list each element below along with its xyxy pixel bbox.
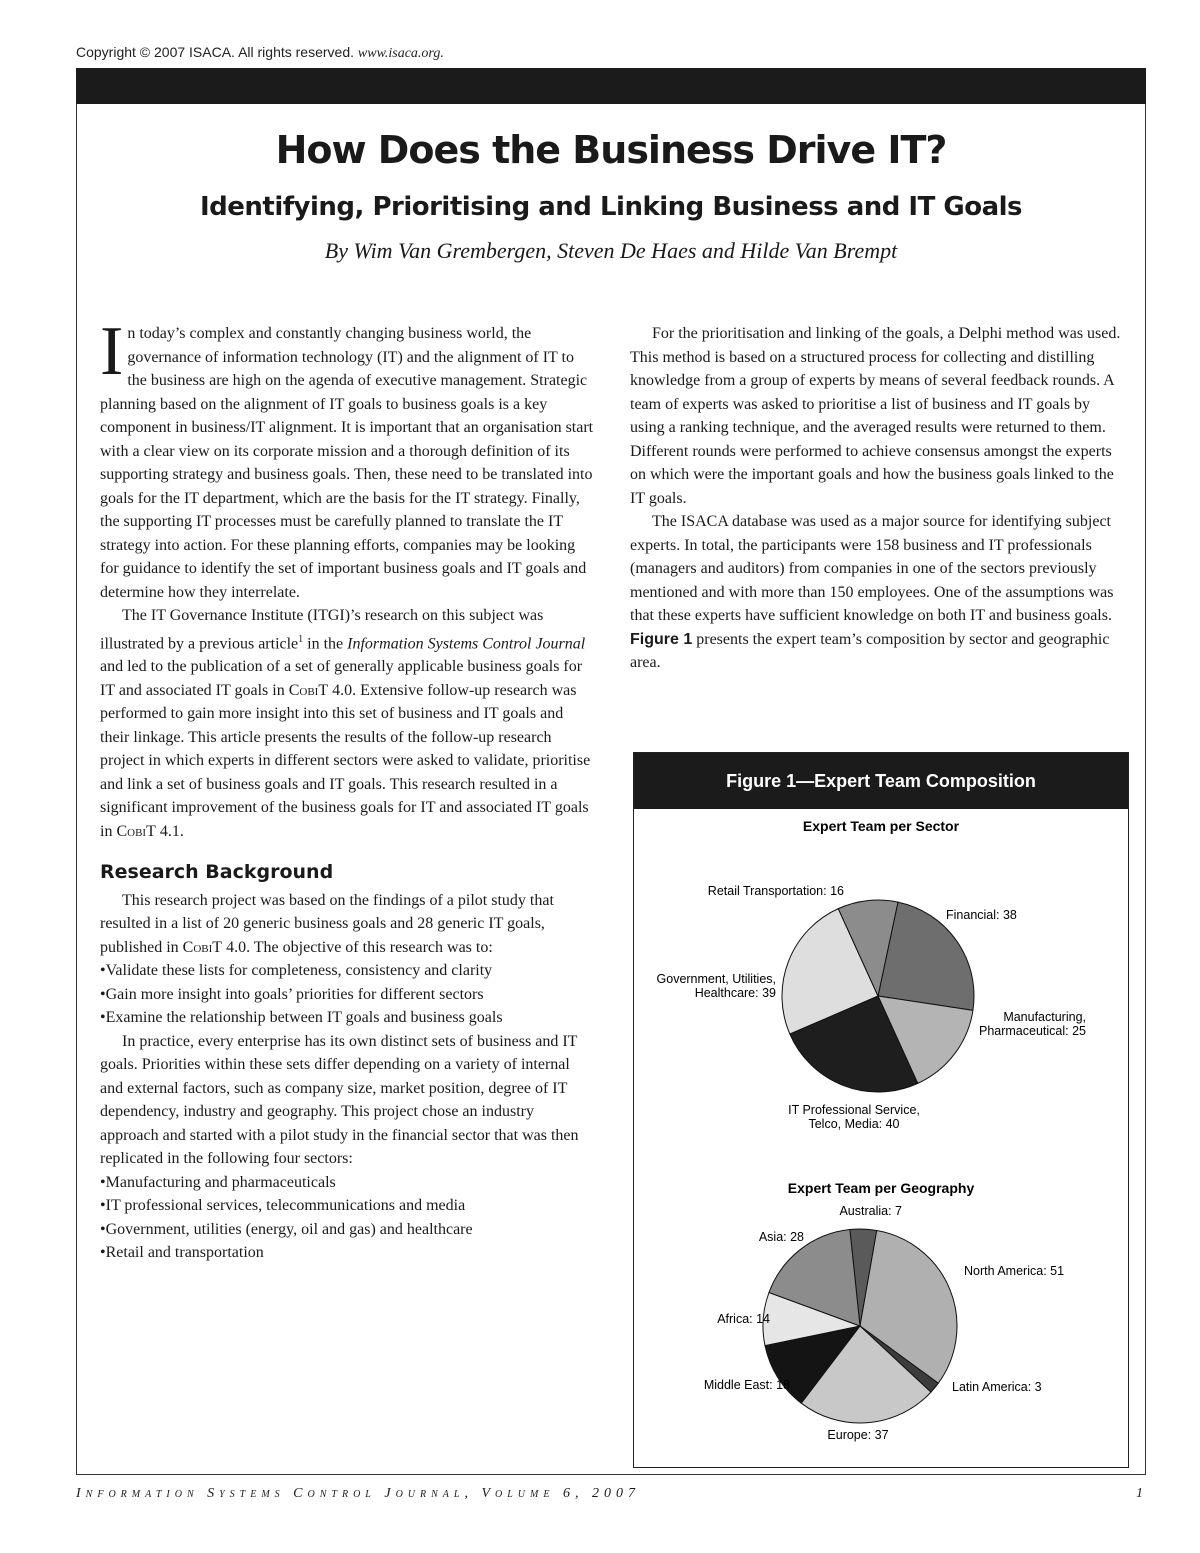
sectors-list xyxy=(100,1171,594,1265)
database-paragraph: The ISACA database was used as a major source for identifying subject experts. In total, the participants were 158 business and IT professionals (managers and auditors) from companies in one of the sectors previously mentioned and with more than 150 employees. One of the assumptions was that these experts have sufficient knowledge on both IT and business goals. Figure 1 presents the expert team’s composition by sector and geographic area. xyxy=(630,513,1114,671)
list-item: • Examine the relationship between IT goals and business goals xyxy=(100,1006,594,1030)
pie-label: Europe: 37 xyxy=(827,1428,889,1442)
figure-title: Figure 1—Expert Team Composition xyxy=(634,753,1128,809)
pie-label: Financial: 38 xyxy=(946,908,1017,922)
delphi-paragraph: For the prioritisation and linking of the goals, a Delphi method was used. This method is based on a structured process for collecting and distilling knowledge from a group of experts by means of several feedback rounds. A team of experts was asked to prioritise a list of business and IT goals by using a ranking technique, and the averaged results were returned to them. Different rounds were performed to achieve consensus amongst the experts on which were the important goals and how the business goals linked to the IT goals. xyxy=(630,325,1121,507)
pie-label: IT Professional Service, Telco, Media: 40 xyxy=(788,1103,920,1131)
chart-title: Expert Team per Sector xyxy=(802,818,960,834)
list-item: • Retail and transportation xyxy=(100,1241,594,1265)
article-subtitle: Identifying, Prioritising and Linking Business and IT Goals xyxy=(199,192,1023,222)
footer-journal: Information Systems Control Journal, Volume 6, 2007 xyxy=(76,1486,640,1501)
article-byline: By Wim Van Grembergen, Steven De Haes and Hilde Van Brempt xyxy=(324,238,898,263)
pie-label: Africa: 14 xyxy=(717,1312,770,1326)
figure-charts xyxy=(634,809,1128,1467)
figure-reference: Figure 1 xyxy=(630,630,693,648)
research-paragraph: This research project was based on the findings of a pilot study that resulted in a list of 20 generic business goals and 28 generic IT goals, published in CobiT 4.0. The objective of this research was to: xyxy=(100,891,554,956)
list-item: • Government, utilities (energy, oil and gas) and healthcare xyxy=(100,1218,594,1242)
article-title: How Does the Business Drive IT? xyxy=(275,128,947,172)
objectives-list xyxy=(100,959,594,1030)
isaca-url[interactable]: www.isaca.org. xyxy=(357,46,444,61)
journal-name: Information Systems Control Journal xyxy=(347,634,586,652)
pie-label: Manufacturing, Pharmaceutical: 25 xyxy=(978,1010,1086,1038)
pie-label: Latin America: 3 xyxy=(952,1380,1042,1394)
list-item: • Validate these lists for completeness, consistency and clarity xyxy=(100,959,594,983)
practice-paragraph: In practice, every enterprise has its own distinct sets of business and IT goals. Priorities within these sets differ depending on a variety of internal and external factors, such as company size, market position, degree of IT dependency, industry and geography. This project chose an industry approach and started with a pilot study in the financial sector that was then replicated in the following four sectors: xyxy=(100,1032,579,1168)
cobit-term: CobiT xyxy=(116,822,156,840)
list-item: • Gain more insight into goals’ priorities for different sectors xyxy=(100,983,594,1007)
section-heading-research-background: Research Background xyxy=(100,861,334,884)
drop-cap: I xyxy=(100,313,124,390)
footnote-ref: 1 xyxy=(298,633,304,645)
pie-label: Australia: 7 xyxy=(839,1204,902,1218)
list-item: • IT professional services, telecommunications and media xyxy=(100,1194,594,1218)
cobit-term: CobiT xyxy=(288,681,329,699)
pie-label: Retail Transportation: 16 xyxy=(707,884,844,898)
pie-label: Government, Utilities, Healthcare: 39 xyxy=(656,972,776,1000)
copyright-text: Copyright © 2007 ISACA. All rights reserved. xyxy=(76,44,354,60)
chart-title: Expert Team per Geography xyxy=(787,1180,975,1196)
pie-label: Asia: 28 xyxy=(758,1230,804,1244)
header-bar xyxy=(76,68,1146,104)
pie-label: Middle East: 18 xyxy=(703,1378,790,1392)
copyright-notice xyxy=(76,44,444,62)
left-column xyxy=(100,313,594,1265)
list-item: • Manufacturing and pharmaceuticals xyxy=(100,1171,594,1195)
right-column xyxy=(630,322,1122,675)
intro-paragraph: In today’s complex and constantly changing business world, the governance of information technology (IT) and the alignment of IT to the business are high on the agenda of executive management. Strategic planning based on the alignment of IT goals to business goals is a key component in business/IT alignment. It is important that an organisation start with a clear view on its corporate mission and a thorough definition of its supporting strategy and business goals. Then, these need to be translated into goals for the IT department, which are the basis for the IT strategy. Finally, the supporting IT processes must be carefully planned to translate the IT strategy into action. For these planning efforts, companies may be looking for guidance to identify the set of important business goals and IT goals and determine how they interrelate. xyxy=(100,313,594,601)
figure-1 xyxy=(633,752,1129,1468)
itgi-paragraph: The IT Governance Institute (ITGI)’s research on this subject was illustrated by a previous article$^1$ in the Information Systems Control Journal and led to the publication of a set of generally applicable business goals for IT and associated IT goals in CobiT 4.0. Extensive follow-up research was performed to gain more insight into this set of business and IT goals and their linkage. This article presents the results of the follow-up research project in which experts in different sectors were asked to validate, prioritise and link a set of business goals and IT goals. This research resulted in a significant improvement of the business goals for IT and associated IT goals in CobiT 4.1. xyxy=(100,607,591,840)
page-number: 1 xyxy=(1136,1486,1143,1501)
pie-label: North America: 51 xyxy=(964,1264,1065,1278)
cobit-term: CobiT xyxy=(182,938,223,956)
